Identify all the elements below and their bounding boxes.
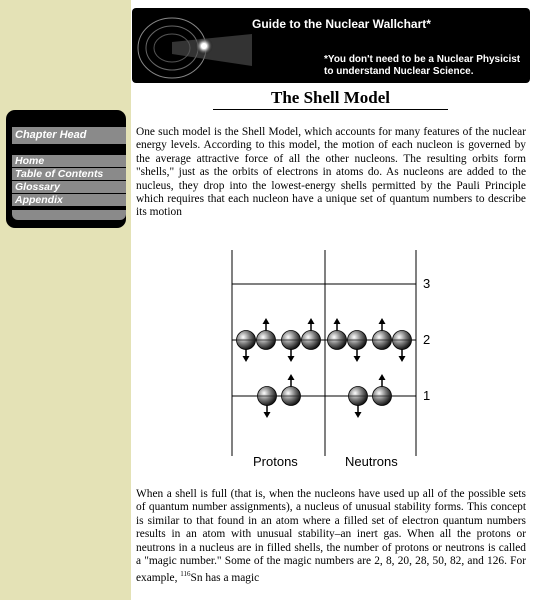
level-label-3: 3	[423, 276, 431, 291]
magic-text-a: When a shell is full (that is, when the nucleons have used up all of the possible sets of quantum number assignments), a nucleus of unusual stability forms. This concept is similar to that found in an atom where a filled set of electron quantum numbers results in an atom with unusual stability–an inert gas. When all the protons or neutrons in a nucleus are in filled shells, the number of protons or neutrons is called a "magic number." Some of the magic numbers are 2, 8, 20, 28, 50, 82, and 126. For example,	[136, 488, 526, 585]
left-sidebar	[0, 0, 131, 600]
nav-link-table-of-contents[interactable]: Table of Contents	[12, 168, 126, 180]
nav-menu	[6, 110, 126, 228]
nucleon-spin-down	[349, 387, 368, 419]
nucleon-spin-down	[282, 331, 301, 363]
nucleon-spin-down	[237, 331, 256, 363]
banner-title: Guide to the Nuclear Wallchart*	[252, 17, 431, 31]
nav-link-appendix[interactable]: Appendix	[12, 194, 126, 206]
shell-diagram-graphic	[220, 246, 440, 474]
shell-model-diagram	[220, 246, 440, 474]
level-label-1: 1	[423, 388, 431, 403]
nucleon-spin-down	[393, 331, 412, 363]
banner-tagline: *You don't need to be a Nuclear Physicist to understand Nuclear Science.	[324, 54, 521, 77]
nucleon-spin-up	[282, 374, 301, 406]
nucleon-spin-up	[302, 318, 321, 350]
nav-links	[12, 155, 126, 207]
magic-number-paragraph	[136, 488, 526, 586]
page-title: The Shell Model	[213, 88, 448, 110]
magic-text-b: Sn has a magic	[190, 572, 260, 585]
intro-paragraph: One such model is the Shell Model, which accounts for many features of the nuclear energy levels. According to this model, the motion of each nucleon is governed by the average attractive force of all the other nucleons. The resulting orbits form "shells," just as the orbits of electrons in atoms do. As nucleons are added to the nucleus, they drop into the lowest-energy shells permitted by the Pauli Principle which requires that each nucleon have a unique set of quantum numbers to describe its motion	[136, 126, 526, 219]
comet-graphic	[132, 8, 252, 83]
mass-number-superscript: 116	[180, 570, 191, 579]
nucleon-spin-up	[328, 318, 347, 350]
nav-link-glossary[interactable]: Glossary	[12, 181, 126, 193]
header-banner	[132, 8, 530, 83]
column-label-protons: Protons	[253, 454, 298, 469]
column-label-neutrons: Neutrons	[345, 454, 398, 469]
nucleon-spin-up	[257, 318, 276, 350]
nav-chapter-head: Chapter Head	[12, 127, 126, 144]
nucleon-spin-down	[258, 387, 277, 419]
nucleon-spin-up	[373, 374, 392, 406]
nucleon-spin-up	[373, 318, 392, 350]
nucleon-spin-down	[348, 331, 367, 363]
nav-link-home[interactable]: Home	[12, 155, 126, 167]
level-label-2: 2	[423, 332, 431, 347]
nav-bottom-bar	[12, 210, 126, 220]
